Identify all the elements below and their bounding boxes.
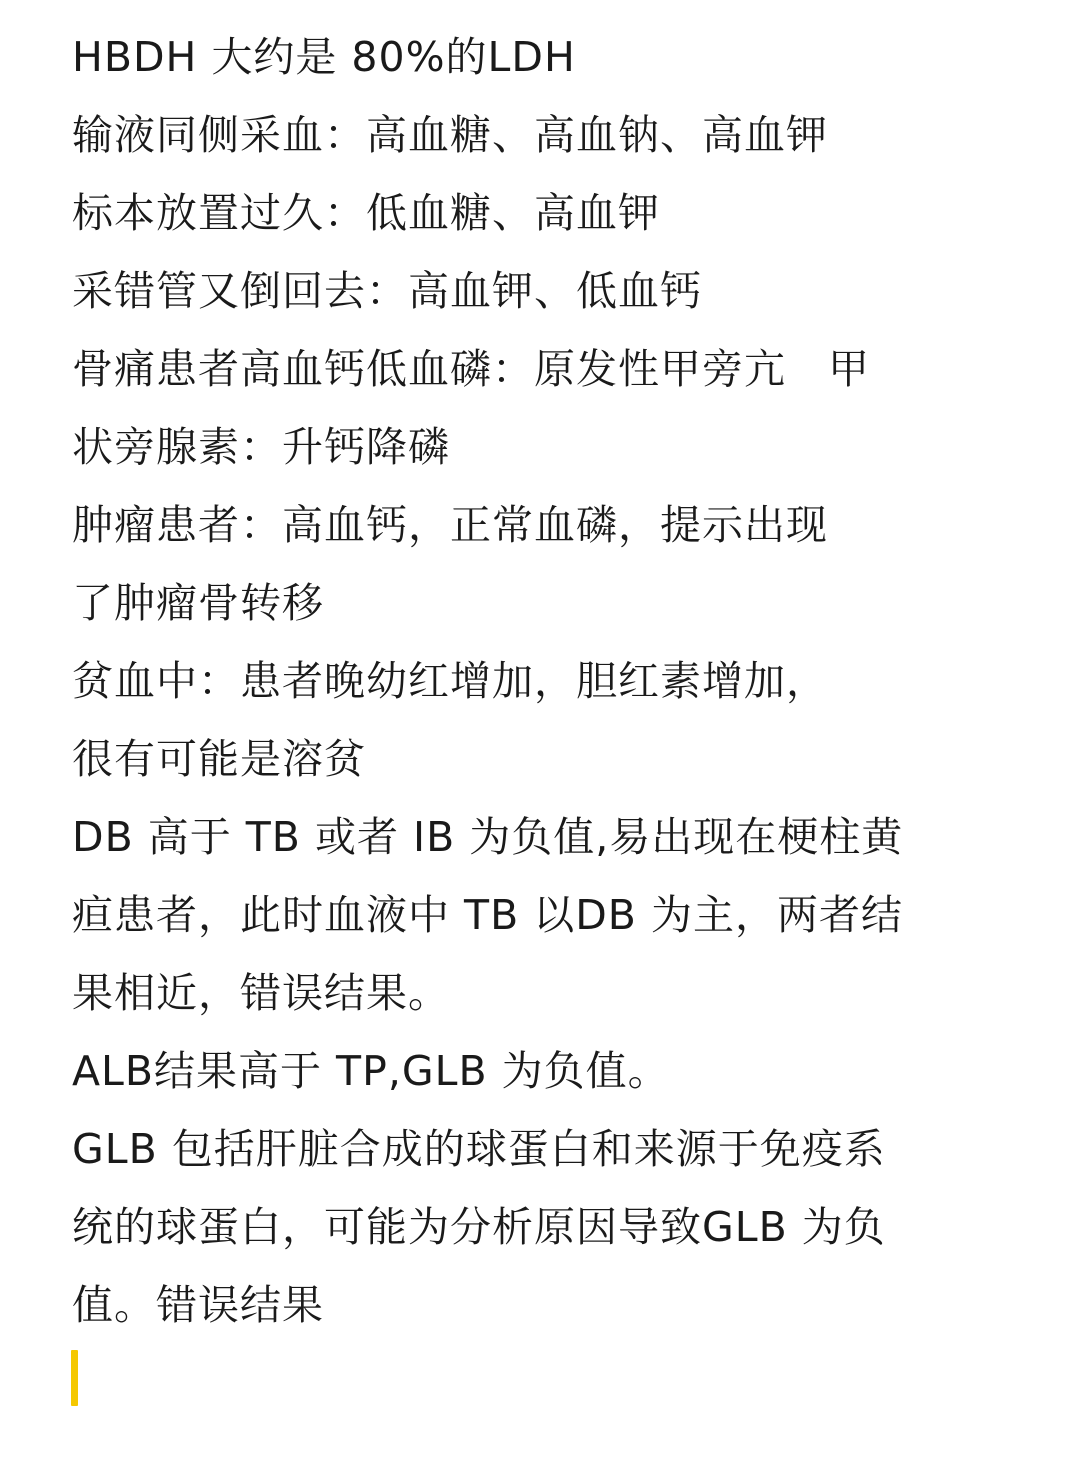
note-line: 肿瘤患者：高血钙，正常血磷，提示出现 (72, 501, 828, 549)
note-line: 标本放置过久：低血糖、高血钾 (72, 189, 660, 237)
note-line: ALB结果高于 TP,GLB 为负值。 (72, 1047, 670, 1095)
note-line: 很有可能是溶贫 (72, 735, 366, 783)
note-line: 统的球蛋白，可能为分析原因导致GLB 为负 (72, 1203, 886, 1251)
note-line: 疸患者，此时血液中 TB 以DB 为主，两者结 (72, 891, 903, 939)
note-line: GLB 包括肝脏合成的球蛋白和来源于免疫系 (72, 1125, 886, 1173)
note-body (72, 18, 1012, 1344)
note-line: 状旁腺素：升钙降磷 (72, 423, 450, 471)
note-line: DB 高于 TB 或者 IB 为负值,易出现在梗柱黄 (72, 813, 904, 861)
text-cursor[interactable] (71, 1350, 78, 1406)
note-line: 采错管又倒回去：高血钾、低血钙 (72, 267, 702, 315)
note-line: HBDH 大约是 80%的LDH (72, 33, 576, 81)
note-line: 值。错误结果 (72, 1281, 324, 1329)
note-line: 骨痛患者高血钙低血磷：原发性甲旁亢 甲 (72, 345, 870, 393)
note-line: 贫血中：患者晚幼红增加，胆红素增加， (72, 657, 828, 705)
note-line: 输液同侧采血：高血糖、高血钠、高血钾 (72, 111, 828, 159)
note-line: 果相近，错误结果。 (72, 969, 450, 1017)
note-line: 了肿瘤骨转移 (72, 579, 324, 627)
